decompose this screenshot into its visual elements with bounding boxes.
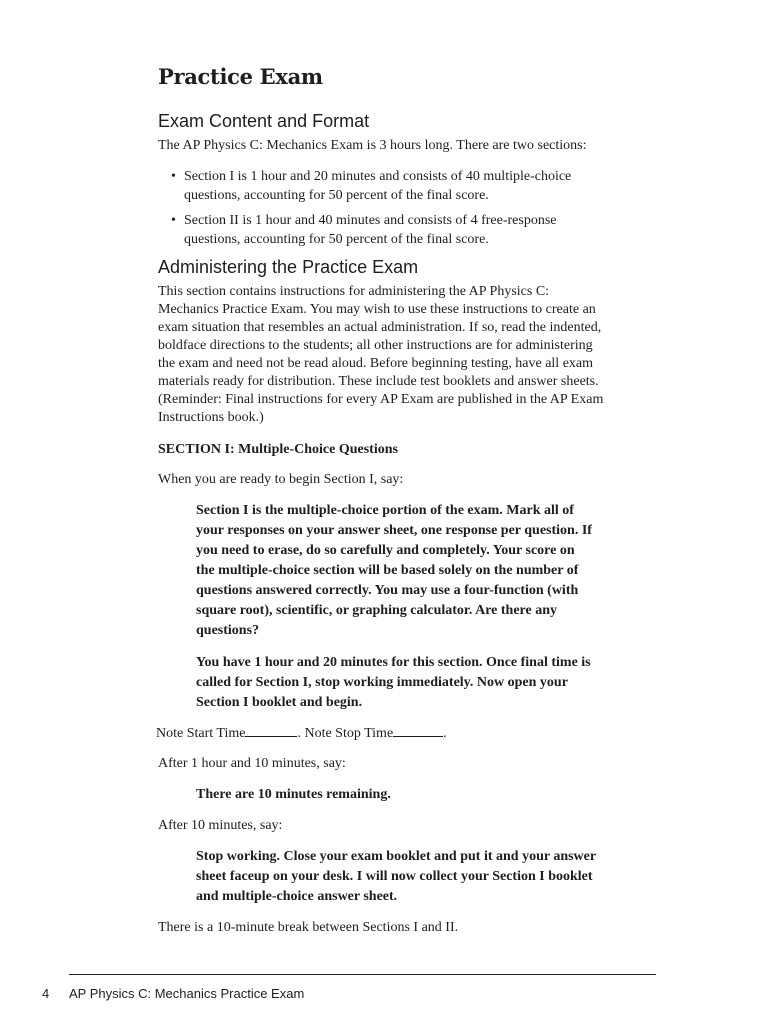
content-format-intro: The AP Physics C: Mechanics Exam is 3 hours long. There are two sections: (158, 138, 587, 153)
list-item-text: Section II is 1 hour and 40 minutes and consists of 4 free-response questions, accounting for 50 percent of the final score. (184, 213, 557, 247)
page-footer (42, 985, 304, 1003)
timing-instruction: After 10 minutes, say: (158, 818, 283, 833)
bullet-icon: • (171, 169, 176, 184)
section1-heading: SECTION I: Multiple-Choice Questions (158, 442, 398, 457)
page-number: 4 (42, 986, 50, 1001)
content-format-heading: Exam Content and Format (158, 111, 370, 131)
ready-instruction: When you are ready to begin Section I, say: (158, 472, 404, 487)
time-note (156, 724, 610, 743)
section-list (158, 167, 610, 249)
list-item (158, 211, 610, 249)
footer-title: AP Physics C: Mechanics Practice Exam (69, 986, 305, 1001)
stop-time-blank (393, 724, 443, 737)
administering-heading: Administering the Practice Exam (158, 257, 419, 277)
footer-divider (69, 974, 656, 975)
break-note: There is a 10-minute break between Sections I and II. (158, 920, 459, 935)
note-stop-label: . Note Stop Time (297, 726, 394, 741)
timing-instruction: After 1 hour and 10 minutes, say: (158, 756, 346, 771)
start-time-blank (245, 724, 297, 737)
list-item (158, 167, 610, 205)
note-start-label: Note Start Time (156, 726, 246, 741)
administering-paragraph: This section contains instructions for administering the AP Physics C: Mechanics Practice Exam. You may wish to use these instructions to create an exam situation that resembles an actual administration. If so, read the indented, boldface directions to the students; all other instructions are for administering the exam and need not be read aloud. Before beginning testing, have all exam materials ready for distribution. These include test booklets and answer sheets. (Reminder: Final instructions for every AP Exam are published in the AP Exam Instructions book.) (158, 284, 604, 425)
read-aloud-script: Stop working. Close your exam booklet and put it and your answer sheet faceup on your desk. I will now collect your Section I booklet and multiple-choice answer sheet. (196, 849, 596, 904)
page-title: Practice Exam (158, 64, 323, 89)
list-item-text: Section I is 1 hour and 20 minutes and consists of 40 multiple-choice questions, accounting for 50 percent of the final score. (184, 169, 572, 203)
note-end: . (443, 726, 447, 741)
page-content (158, 62, 610, 937)
read-aloud-script: Section I is the multiple-choice portion of the exam. Mark all of your responses on your answer sheet, one response per question. If you need to erase, do so carefully and completely. Your score on the multiple-choice section will be based solely on the number of questions answered correctly. You may use a four-function (with square root), scientific, or graphing calculator. Are there any questions? (196, 503, 592, 638)
bullet-icon: • (171, 213, 176, 228)
read-aloud-script: You have 1 hour and 20 minutes for this section. Once final time is called for Section I, stop working immediately. Now open your Section I booklet and begin. (196, 655, 591, 710)
read-aloud-script: There are 10 minutes remaining. (196, 787, 391, 802)
